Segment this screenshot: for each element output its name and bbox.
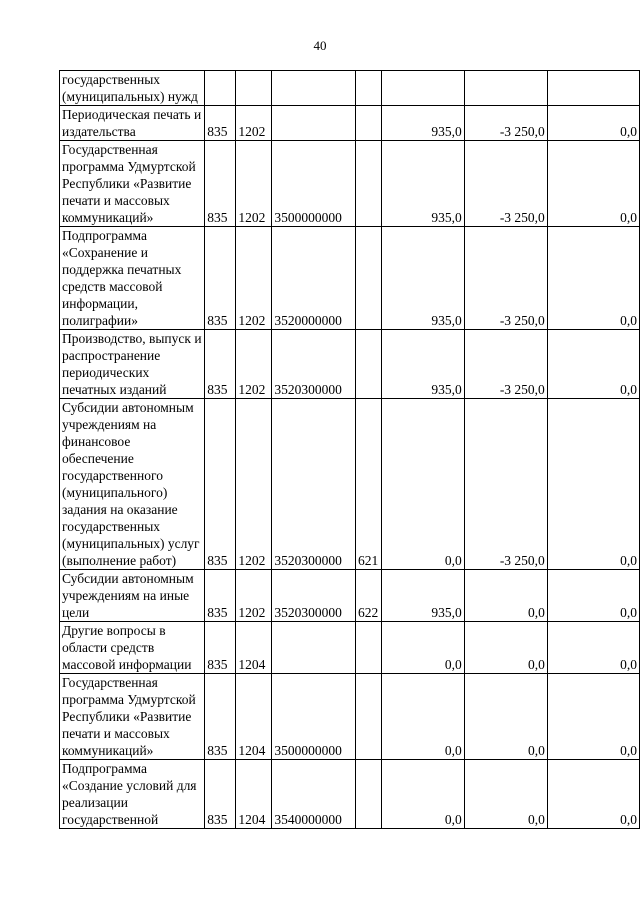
row-name: государственных (муниципальных) нужд (60, 71, 205, 106)
row-name: Подпрограмма «Сохранение и поддержка печатных средств массовой информации, полиграфии» (60, 227, 205, 330)
row-ved-code: 835 (205, 622, 236, 674)
row-expense-type (356, 622, 382, 674)
row-ved-code: 835 (205, 227, 236, 330)
row-amount-3: 0,0 (547, 622, 639, 674)
row-expense-type (356, 106, 382, 141)
row-amount-1: 935,0 (381, 141, 464, 227)
row-ved-code: 835 (205, 760, 236, 829)
row-amount-3: 0,0 (547, 760, 639, 829)
row-target-article: 3520300000 (272, 570, 356, 622)
row-ved-code: 835 (205, 330, 236, 399)
page-number: 40 (313, 38, 327, 53)
row-expense-type (356, 674, 382, 760)
row-expense-type (356, 227, 382, 330)
row-target-article (272, 622, 356, 674)
row-section-code: 1202 (236, 141, 272, 227)
row-amount-3: 0,0 (547, 141, 639, 227)
table-row (60, 570, 640, 622)
row-expense-type (356, 71, 382, 106)
row-amount-2: -3 250,0 (464, 330, 547, 399)
row-target-article: 3520300000 (272, 330, 356, 399)
row-name: Субсидии автономным учреждениям на финансовое обеспечение государственного (муниципального) задания на оказание государственных (муниципальных) услуг (выполнение работ) (60, 399, 205, 570)
row-amount-1: 935,0 (381, 106, 464, 141)
row-target-article: 3520000000 (272, 227, 356, 330)
row-amount-3: 0,0 (547, 674, 639, 760)
row-amount-1: 935,0 (381, 227, 464, 330)
row-amount-2 (464, 71, 547, 106)
table-row (60, 330, 640, 399)
row-section-code: 1202 (236, 399, 272, 570)
row-target-article: 3520300000 (272, 399, 356, 570)
table-row (60, 71, 640, 106)
row-amount-1: 0,0 (381, 399, 464, 570)
row-target-article: 3540000000 (272, 760, 356, 829)
row-amount-2: -3 250,0 (464, 399, 547, 570)
row-amount-1: 935,0 (381, 330, 464, 399)
table-row (60, 760, 640, 829)
row-ved-code (205, 71, 236, 106)
row-amount-3: 0,0 (547, 570, 639, 622)
row-expense-type (356, 760, 382, 829)
row-amount-2: -3 250,0 (464, 227, 547, 330)
budget-table (59, 70, 640, 829)
row-name: Периодическая печать и издательства (60, 106, 205, 141)
table-row (60, 106, 640, 141)
row-expense-type (356, 141, 382, 227)
table-row (60, 227, 640, 330)
row-amount-1: 0,0 (381, 674, 464, 760)
row-name: Производство, выпуск и распространение периодических печатных изданий (60, 330, 205, 399)
table-row (60, 622, 640, 674)
row-amount-2: -3 250,0 (464, 106, 547, 141)
row-name: Субсидии автономным учреждениям на иные цели (60, 570, 205, 622)
row-name: Государственная программа Удмуртской Республики «Развитие печати и массовых коммуникаций» (60, 674, 205, 760)
table-row (60, 674, 640, 760)
row-amount-2: -3 250,0 (464, 141, 547, 227)
row-amount-1: 0,0 (381, 760, 464, 829)
row-amount-1 (381, 71, 464, 106)
row-section-code: 1202 (236, 227, 272, 330)
row-target-article: 3500000000 (272, 141, 356, 227)
row-section-code: 1204 (236, 674, 272, 760)
row-section-code: 1202 (236, 106, 272, 141)
row-target-article: 3500000000 (272, 674, 356, 760)
row-expense-type: 621 (356, 399, 382, 570)
row-name: Государственная программа Удмуртской Республики «Развитие печати и массовых коммуникаций» (60, 141, 205, 227)
row-amount-2: 0,0 (464, 674, 547, 760)
row-name: Другие вопросы в области средств массовой информации (60, 622, 205, 674)
row-ved-code: 835 (205, 570, 236, 622)
row-ved-code: 835 (205, 106, 236, 141)
row-amount-2: 0,0 (464, 570, 547, 622)
row-amount-2: 0,0 (464, 622, 547, 674)
row-ved-code: 835 (205, 399, 236, 570)
row-amount-3: 0,0 (547, 106, 639, 141)
row-expense-type (356, 330, 382, 399)
row-section-code: 1204 (236, 760, 272, 829)
table-row (60, 141, 640, 227)
row-target-article (272, 71, 356, 106)
row-section-code: 1202 (236, 570, 272, 622)
row-section-code: 1202 (236, 330, 272, 399)
row-amount-2: 0,0 (464, 760, 547, 829)
row-amount-3: 0,0 (547, 330, 639, 399)
row-section-code: 1204 (236, 622, 272, 674)
row-target-article (272, 106, 356, 141)
row-section-code (236, 71, 272, 106)
row-amount-1: 935,0 (381, 570, 464, 622)
row-amount-1: 0,0 (381, 622, 464, 674)
row-name: Подпрограмма «Создание условий для реализации государственной (60, 760, 205, 829)
row-ved-code: 835 (205, 141, 236, 227)
row-amount-3: 0,0 (547, 227, 639, 330)
row-amount-3: 0,0 (547, 399, 639, 570)
row-ved-code: 835 (205, 674, 236, 760)
row-expense-type: 622 (356, 570, 382, 622)
row-amount-3 (547, 71, 639, 106)
table-row (60, 399, 640, 570)
